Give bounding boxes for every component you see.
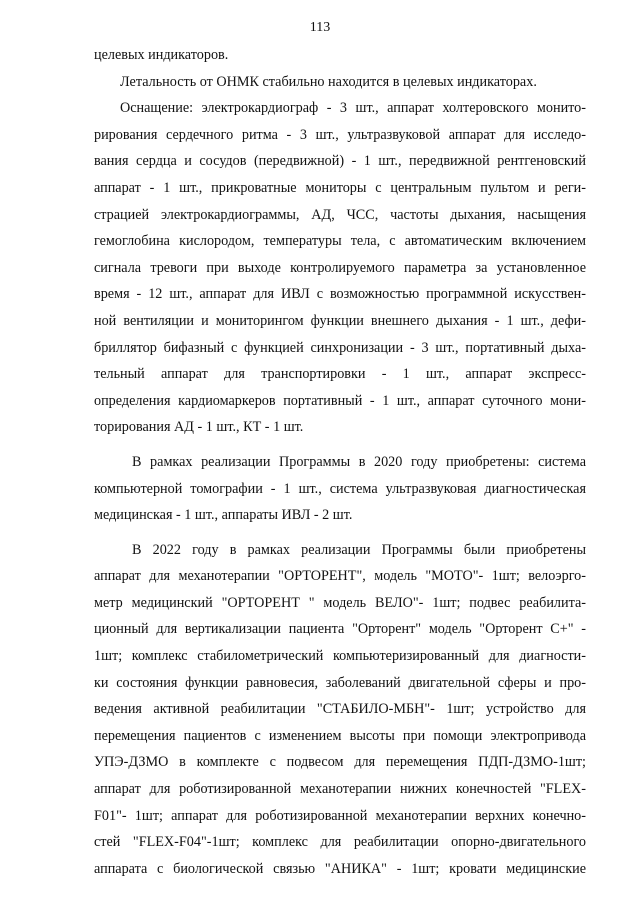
text-line: F01"- 1шт; аппарат для роботизированной механотерапии верхних конечно-: [94, 807, 586, 824]
text-line: целевых индикаторов.: [94, 47, 229, 63]
text-line: В рамках реализации Программы в 2020 году приобретены: система: [132, 453, 586, 470]
text-line: аппарата с биологической связью "АНИКА" - 1шт; кровати медицинские: [94, 860, 586, 877]
text-line: бриллятор бифазный с функцией синхронизации - 3 шт., портативный дыха-: [94, 339, 586, 356]
text-line: ки состояния функции равновесия, заболеваний двигательной сферы и про-: [94, 674, 586, 691]
text-line: аппарат - 1 шт., прикроватные мониторы с центральным пультом и реги-: [94, 179, 586, 196]
text-line: вания сердца и сосудов (передвижной) - 1 шт., передвижной рентгеновский: [94, 153, 586, 170]
text-line: тельный аппарат для транспортировки - 1 шт., аппарат экспресс-: [94, 366, 586, 383]
text-line: В 2022 году в рамках реализации Программы были приобретены: [132, 541, 586, 558]
text-line: аппарат для роботизированной механотерапии нижних конечностей "FLEX-: [94, 781, 586, 798]
text-line: рирования сердечного ритма - 3 шт., ультразвуковой аппарат для исследо-: [94, 126, 586, 143]
text-line: Оснащение: электрокардиограф - 3 шт., аппарат холтеровского монито-: [120, 100, 586, 117]
text-line: УПЭ-ДЗМО в комплекте с подвесом для перемещения ПДП-ДЗМО-1шт;: [94, 754, 586, 771]
text-line: медицинская - 1 шт., аппараты ИВЛ - 2 шт.: [94, 507, 353, 524]
text-line: сигнала тревоги при выходе контролируемого параметра за установленное: [94, 259, 586, 276]
text-line: аппарат для механотерапии "ОРТОРЕНТ", модель "МОТО"- 1шт; велоэрго-: [94, 568, 586, 585]
page-number: 113: [309, 20, 331, 35]
text-line: Летальность от ОНМК стабильно находится в целевых индикаторах.: [120, 73, 537, 90]
text-line: торирования АД - 1 шт., КТ - 1 шт.: [94, 419, 304, 436]
text-line: ционный для вертикализации пациента "Орторент" модель "Орторент С+" -: [94, 621, 586, 638]
text-line: 1шт; комплекс стабилометрический компьютеризированный для диагности-: [94, 648, 586, 665]
text-line: стей "FLEX-F04"-1шт; комплекс для реабилитации опорно-двигательного: [94, 834, 586, 851]
text-line: перемещения пациентов с изменением высоты при помощи электропривода: [94, 727, 586, 744]
document-body: [94, 42, 586, 882]
text-line: время - 12 шт., аппарат для ИВЛ с возможностью программной искусствен-: [94, 286, 586, 303]
text-line: страцией электрокардиограммы, АД, ЧСС, частоты дыхания, насыщения: [94, 206, 586, 223]
text-line: ной вентиляции и мониторингом функции внешнего дыхания - 1 шт., дефи-: [94, 312, 586, 329]
text-line: гемоглобина кислородом, температуры тела, с автоматическим включением: [94, 233, 586, 250]
text-line: метр медицинский "ОРТОРЕНТ " модель ВЕЛО"- 1шт; подвес реабилита-: [94, 594, 586, 611]
text-line: компьютерной томографии - 1 шт., система ультразвуковая диагностическая: [94, 480, 586, 497]
text-line: ведения активной реабилитации "СТАБИЛО-МБН"- 1шт; устройство для: [94, 701, 586, 718]
text-line: определения кардиомаркеров портативный - 1 шт., аппарат суточного мони-: [94, 392, 586, 409]
